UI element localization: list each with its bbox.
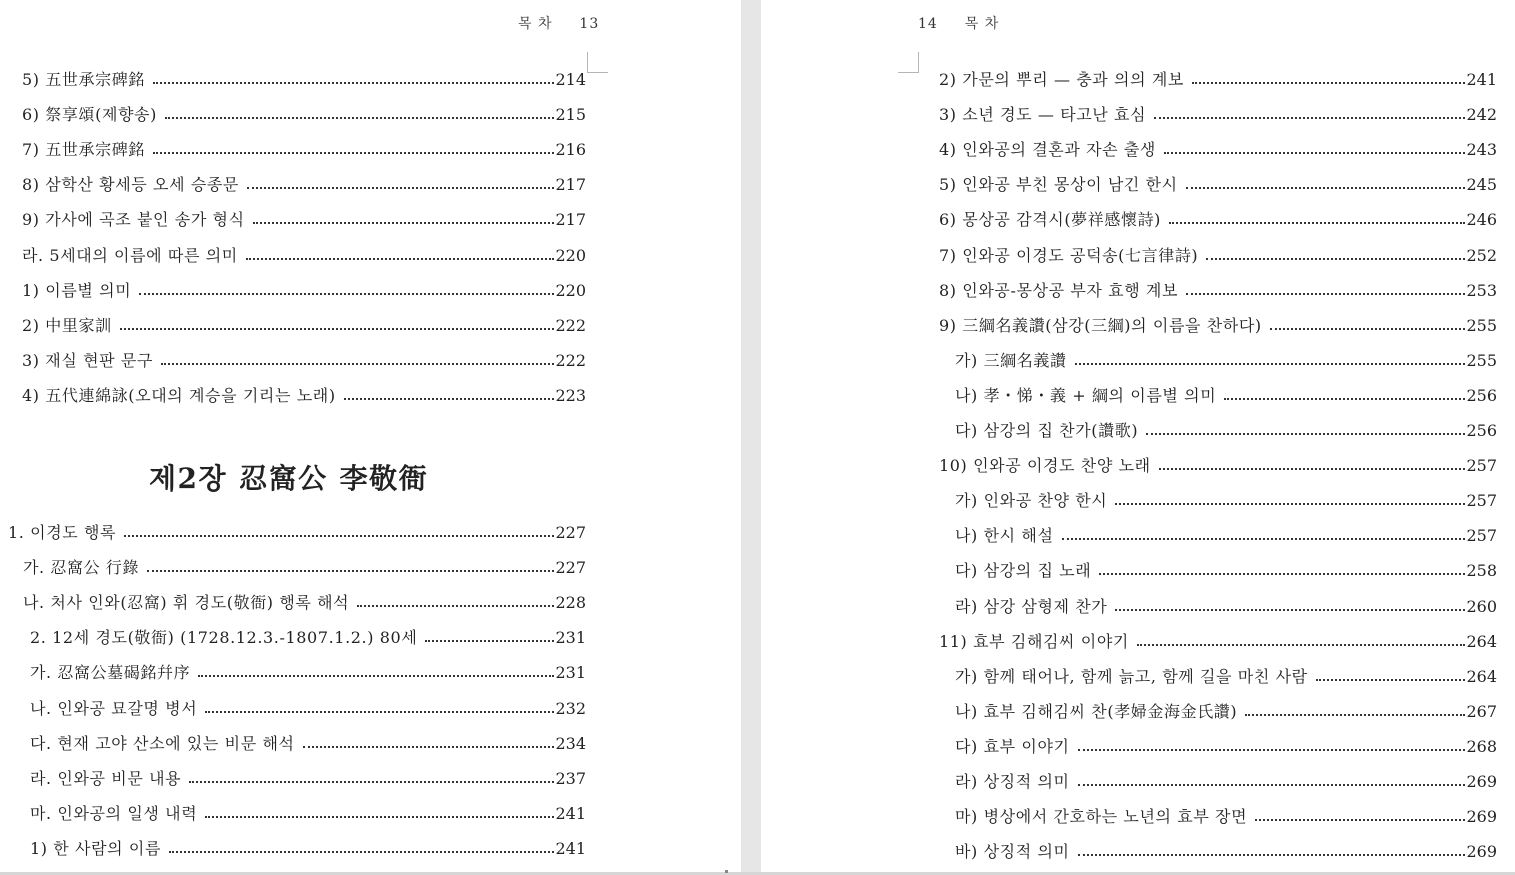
toc-entry[interactable] — [8, 521, 586, 545]
toc-entry[interactable] — [22, 103, 586, 127]
toc-entry-page-number: 255 — [1466, 350, 1497, 370]
toc-entry-title: 가) 三綱名義讚 — [955, 350, 1067, 370]
toc-entry-title: 4) 五代連綿詠(오대의 계승을 기리는 노래) — [22, 385, 336, 405]
dot-leader — [1186, 187, 1466, 189]
chapter-title-part1: 忍窩公 — [239, 462, 328, 495]
toc-entry[interactable] — [955, 419, 1497, 443]
toc-entry-title: 가) 함께 태어나, 함께 늙고, 함께 길을 마친 사람 — [955, 666, 1308, 686]
toc-entry-page-number: 214 — [555, 70, 586, 89]
toc-entry-page-number: 234 — [555, 733, 586, 753]
dot-leader — [1270, 328, 1466, 330]
toc-entry-page-number: 217 — [555, 175, 586, 195]
dot-leader — [189, 781, 554, 783]
toc-entry[interactable] — [955, 524, 1497, 548]
dot-leader — [253, 222, 555, 224]
toc-entry-page-number: 256 — [1466, 421, 1497, 440]
toc-entry[interactable] — [22, 68, 586, 92]
toc-entry-page-number: 255 — [1466, 315, 1497, 335]
toc-entry-title: 라) 상징적 의미 — [955, 772, 1070, 791]
dot-leader — [139, 293, 554, 295]
toc-entry-title: 나) 孝・悌・義 + 綱의 이름별 의미 — [955, 385, 1217, 405]
toc-entry[interactable] — [22, 208, 586, 232]
toc-entry[interactable] — [939, 279, 1497, 303]
toc-entry[interactable] — [22, 384, 586, 408]
toc-entry-page-number: 241 — [555, 803, 586, 823]
right-page — [761, 0, 1515, 875]
toc-entry[interactable] — [955, 735, 1497, 759]
toc-entry-page-number: 215 — [555, 105, 586, 125]
toc-entry-page-number: 267 — [1466, 701, 1497, 721]
dot-leader — [1075, 363, 1466, 365]
toc-entry[interactable] — [30, 626, 586, 650]
toc-entry-title: 3) 재실 현판 문구 — [22, 350, 154, 370]
header-section-label: 목 차 — [518, 16, 553, 32]
toc-entry-page-number: 260 — [1466, 596, 1497, 616]
toc-entry-title: 1. 이경도 행록 — [8, 523, 117, 542]
toc-entry-page-number: 220 — [555, 280, 586, 300]
dot-leader — [1316, 679, 1466, 681]
toc-entry-title: 다) 삼강의 집 찬가(讚歌) — [955, 421, 1139, 440]
toc-entry[interactable] — [22, 349, 586, 373]
dot-leader — [1078, 784, 1466, 786]
toc-entry-page-number: 227 — [555, 523, 586, 542]
dot-leader — [1154, 117, 1465, 119]
chapter-label: 제2장 — [149, 462, 228, 495]
dot-leader — [1137, 644, 1465, 646]
toc-entry[interactable] — [955, 805, 1497, 829]
toc-entry-page-number: 245 — [1466, 175, 1497, 195]
toc-entry[interactable] — [939, 454, 1497, 478]
dot-leader — [357, 605, 554, 607]
header-page-number: 14 — [918, 16, 938, 32]
left-page-header — [518, 13, 599, 33]
dot-leader — [169, 851, 554, 853]
toc-entry-page-number: 231 — [555, 628, 586, 648]
header-section-label: 목 차 — [964, 16, 1000, 32]
toc-entry-title: 2) 가문의 뿌리 — 충과 의의 계보 — [939, 70, 1184, 89]
toc-entry[interactable] — [955, 595, 1497, 619]
chapter-title — [149, 457, 428, 497]
dot-leader — [205, 816, 554, 818]
toc-entry-page-number: 258 — [1466, 561, 1497, 581]
toc-entry-page-number: 231 — [555, 663, 586, 683]
toc-entry-title: 마) 병상에서 간호하는 노년의 효부 장면 — [955, 807, 1248, 827]
toc-entry-page-number: 257 — [1466, 526, 1497, 546]
toc-entry[interactable] — [22, 244, 586, 268]
toc-entry-page-number: 269 — [1466, 807, 1497, 827]
dot-leader — [1159, 468, 1466, 470]
toc-entry-title: 7) 인와공 이경도 공덕송(七言律詩) — [939, 245, 1199, 265]
toc-entry-title: 가. 忍窩公墓碣銘幷序 — [30, 663, 191, 683]
dot-leader — [1245, 714, 1465, 716]
toc-entry-title: 5) 인와공 부친 몽상이 남긴 한시 — [939, 175, 1178, 195]
toc-entry-title: 3) 소년 경도 — 타고난 효심 — [939, 105, 1147, 125]
left-page — [0, 0, 741, 875]
toc-entry-title: 1) 한 사람의 이름 — [30, 838, 162, 858]
toc-entry-page-number: 223 — [555, 385, 586, 405]
dot-leader — [153, 152, 555, 154]
toc-entry-title: 라. 5세대의 이름에 따른 의미 — [22, 245, 238, 265]
toc-entry[interactable] — [955, 349, 1497, 373]
toc-entry[interactable] — [23, 591, 586, 615]
toc-entry[interactable] — [955, 665, 1497, 689]
toc-entry-title: 11) 효부 김해김씨 이야기 — [939, 631, 1129, 651]
toc-entry[interactable] — [22, 279, 586, 303]
toc-entry[interactable] — [22, 173, 586, 197]
toc-entry-page-number: 216 — [555, 140, 586, 160]
toc-entry-page-number: 222 — [555, 315, 586, 335]
toc-entry-title: 나. 처사 인와(忍窩) 휘 경도(敬衙) 행록 해석 — [23, 593, 350, 613]
dot-leader — [1224, 398, 1465, 400]
dot-leader — [1099, 573, 1465, 575]
toc-entry-title: 10) 인와공 이경도 찬양 노래 — [939, 456, 1151, 476]
toc-entry-page-number: 264 — [1466, 666, 1497, 686]
toc-entry-page-number: 241 — [1466, 70, 1497, 89]
toc-entry[interactable] — [30, 732, 586, 756]
dot-leader — [147, 570, 554, 572]
dot-leader — [1164, 152, 1465, 154]
toc-entry[interactable] — [939, 138, 1497, 162]
toc-entry[interactable] — [955, 384, 1497, 408]
dot-leader — [246, 258, 555, 260]
toc-entry-title: 8) 인와공-몽상공 부자 효행 계보 — [939, 280, 1179, 300]
dot-leader — [161, 363, 554, 365]
toc-entry[interactable] — [939, 208, 1497, 232]
toc-entry[interactable] — [939, 103, 1497, 127]
crop-mark — [898, 52, 919, 73]
toc-entry-title: 7) 五世承宗碑銘 — [22, 140, 145, 160]
right-page-header — [918, 13, 999, 33]
dot-leader — [1186, 293, 1465, 295]
toc-entry[interactable] — [30, 661, 586, 685]
toc-entry-page-number: 252 — [1466, 245, 1497, 265]
toc-entry[interactable] — [30, 767, 586, 791]
toc-entry[interactable] — [939, 173, 1497, 197]
dot-leader — [1062, 538, 1466, 540]
toc-entry-page-number: 269 — [1466, 772, 1497, 791]
toc-entry-title: 라. 인와공 비문 내용 — [30, 768, 182, 788]
toc-entry-title: 6) 몽상공 감격시(夢祥感懷詩) — [939, 210, 1162, 230]
dot-leader — [303, 746, 555, 748]
toc-entry-page-number: 241 — [555, 838, 586, 858]
toc-entry-title: 5) 五世承宗碑銘 — [22, 70, 145, 89]
dot-leader — [1115, 609, 1465, 611]
toc-entry[interactable] — [939, 630, 1497, 654]
chapter-title-part2: 李敬衙 — [339, 462, 429, 495]
dot-leader — [120, 328, 555, 330]
toc-entry-page-number: 256 — [1466, 385, 1497, 405]
toc-entry-title: 라) 삼강 삼형제 찬가 — [955, 596, 1108, 616]
toc-entry-title: 9) 三綱名義讚(삼강(三綱)의 이름을 찬하다) — [939, 315, 1262, 335]
toc-entry[interactable] — [23, 556, 586, 580]
toc-entry-title: 나) 한시 해설 — [955, 526, 1054, 546]
toc-entry[interactable] — [22, 138, 586, 162]
dot-leader — [198, 675, 554, 677]
toc-entry-page-number: 227 — [555, 558, 586, 578]
dot-leader — [1146, 433, 1465, 435]
toc-entry-page-number: 257 — [1466, 491, 1497, 511]
toc-entry-page-number: 264 — [1466, 631, 1497, 651]
dot-leader — [165, 117, 554, 119]
toc-entry[interactable] — [939, 314, 1497, 338]
toc-entry-page-number: 232 — [555, 698, 586, 718]
dot-leader — [1206, 258, 1465, 260]
toc-entry-title: 다) 삼강의 집 노래 — [955, 561, 1092, 581]
dot-leader — [425, 640, 554, 642]
toc-entry-page-number: 237 — [555, 768, 586, 788]
page-boundary-marker — [725, 870, 728, 873]
dot-leader — [1192, 82, 1465, 84]
toc-entry-title: 바) 상징적 의미 — [955, 842, 1070, 862]
toc-entry-page-number: 269 — [1466, 842, 1497, 862]
toc-entry-page-number: 268 — [1466, 736, 1497, 756]
toc-entry-page-number: 243 — [1466, 140, 1497, 160]
dot-leader — [1078, 854, 1466, 856]
toc-entry-title: 2. 12세 경도(敬衙) (1728.12.3.-1807.1.2.) 80세 — [30, 628, 418, 648]
toc-entry-title: 8) 삼학산 황세등 오세 승종문 — [22, 175, 239, 195]
toc-entry-title: 가) 인와공 찬양 한시 — [955, 491, 1108, 511]
toc-entry[interactable] — [30, 697, 586, 721]
dot-leader — [153, 82, 555, 84]
toc-entry[interactable] — [955, 489, 1497, 513]
toc-entry-title: 가. 忍窩公 行錄 — [23, 558, 140, 578]
toc-entry-title: 4) 인와공의 결혼과 자손 출생 — [939, 140, 1156, 160]
toc-entry[interactable] — [30, 837, 586, 861]
toc-entry[interactable] — [22, 314, 586, 338]
dot-leader — [124, 535, 554, 537]
toc-entry[interactable] — [955, 700, 1497, 724]
dot-leader — [1169, 222, 1465, 224]
dot-leader — [344, 398, 555, 400]
toc-entry[interactable] — [939, 68, 1497, 92]
toc-entry-page-number: 222 — [555, 350, 586, 370]
toc-entry-title: 나) 효부 김해김씨 찬(孝婦金海金氏讚) — [955, 701, 1238, 721]
dot-leader — [1115, 503, 1465, 505]
toc-entry-title: 마. 인와공의 일생 내력 — [30, 803, 198, 823]
toc-entry[interactable] — [939, 244, 1497, 268]
toc-entry[interactable] — [955, 559, 1497, 583]
dot-leader — [247, 187, 554, 189]
toc-entry-page-number: 228 — [555, 593, 586, 613]
header-page-number: 13 — [579, 16, 600, 32]
toc-entry[interactable] — [955, 840, 1497, 864]
dot-leader — [205, 711, 554, 713]
dot-leader — [1078, 749, 1466, 751]
toc-entry-page-number: 246 — [1466, 210, 1497, 230]
toc-entry-page-number: 257 — [1466, 456, 1497, 476]
crop-mark — [587, 52, 608, 73]
toc-entry[interactable] — [30, 802, 586, 826]
dot-leader — [1255, 819, 1465, 821]
toc-entry-title: 2) 中里家訓 — [22, 315, 112, 335]
toc-entry-page-number: 217 — [555, 210, 586, 230]
toc-entry-page-number: 242 — [1466, 105, 1497, 125]
toc-entry-title: 다) 효부 이야기 — [955, 736, 1070, 756]
toc-entry-page-number: 220 — [555, 245, 586, 265]
toc-entry-title: 1) 이름별 의미 — [22, 280, 132, 300]
toc-entry-title: 나. 인와공 묘갈명 병서 — [30, 698, 198, 718]
toc-entry-title: 다. 현재 고야 산소에 있는 비문 해석 — [30, 733, 295, 753]
toc-entry-title: 6) 祭享頌(제향송) — [22, 105, 157, 125]
toc-entry-page-number: 253 — [1466, 280, 1497, 300]
toc-entry[interactable] — [955, 770, 1497, 794]
toc-entry-title: 9) 가사에 곡조 붙인 송가 형식 — [22, 210, 245, 230]
